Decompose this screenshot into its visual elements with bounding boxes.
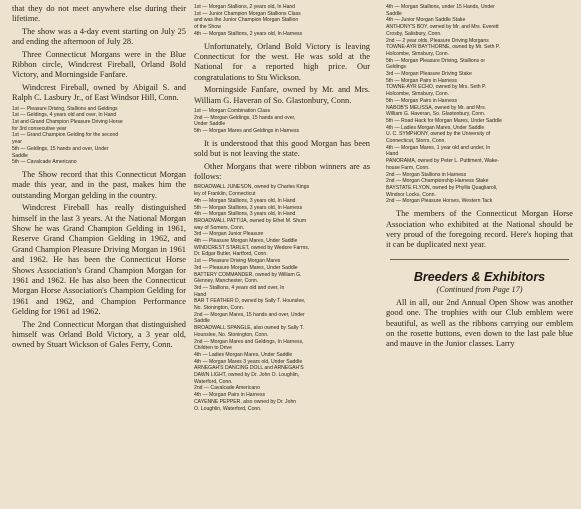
paragraph: Windcrest Fireball, owned by Abigail S. and Ralph C. Lasbury Jr., of East Windsor Hill, Conn. (12, 82, 186, 103)
section-divider (390, 259, 569, 260)
result-line: 4th — Morgan Stallions, 3 years old, In Hand (194, 197, 296, 204)
paragraph: Morningside Fanfare, owned by Mr. and Mrs. William G. Haveran of So. Glastonbury, Conn. (194, 85, 370, 105)
winners-list (194, 184, 370, 412)
result-line: TOWNE-AYR ECHO, owned by Mrs. Seth P. (386, 84, 487, 91)
paragraph: that they do not meet anywhere else during their lifetime. (12, 4, 186, 24)
result-line: 5th — Morgan Mares and Geldings in Harness (194, 128, 300, 135)
column-left (0, 0, 186, 509)
result-line: BROADWALL PATTIJA, owned by Ethel M. Shum (194, 217, 307, 224)
result-line: 1st — Morgan Combination Class (194, 107, 271, 114)
result-line: 3rd — Morgan Junior Pleasure (194, 231, 264, 238)
result-line: Hand (386, 151, 399, 158)
result-line: WINDCREST STARLET, owned by Wedore Farms, (194, 244, 310, 251)
result-line: 1st and Grand Champion Pleasure Driving Horse (12, 119, 123, 126)
result-line: for 3rd consecutive year (12, 125, 67, 132)
result-line: DAWN LIGHT, owned by Dr. John O. Loughlin, (194, 372, 300, 379)
result-line: 4th — Junior Morgan Saddle Stake (386, 17, 466, 24)
result-line: Hand (194, 291, 207, 298)
result-line: Waterford, Conn. (194, 378, 233, 385)
result-line: U. C. SYMPHONY, owned by the University of (386, 131, 491, 138)
result-line: 2nd — Morgan Stallions in Harness (386, 171, 467, 178)
result-line: 4th — Morgan Mares, 1 year old and under, In (386, 144, 491, 151)
result-line: BROADWALL JUNESON, owned by Charles Kings (194, 184, 310, 191)
result-line: O. Loughlin, Waterford, Conn. (194, 405, 262, 412)
result-line: way of Somers, Conn. (194, 224, 245, 231)
result-line: ANTHONY'S BOY, owned by Mr. and Mrs. Everett (386, 24, 499, 31)
result-line: No. Stonington, Conn. (194, 305, 245, 312)
result-line: ley of Franklin, Connecticut (194, 191, 256, 198)
result-line: and was the Junior Champion Morgan Stallion (194, 17, 299, 24)
result-line: 1st — Pleasure Driving, Stallions and Geldings (12, 105, 118, 112)
paragraph: Three Connecticut Morgans were in the Blue Ribbon circle, Windcrest Fireball, Orland Bold Victory, and Morningside Fanfare. (12, 49, 186, 80)
result-line: 4th — Morgan Stallions, 2 years old, In Harness (194, 30, 303, 37)
paragraph: Unfortunately, Orland Bold Victory is leaving Connecticut for the west. He was sold at the National for a reported high price. Our congratulations to Stu Wickson. (194, 41, 370, 82)
winners-list (386, 4, 573, 205)
paragraph: Other Morgans that were ribbon winners are as follows: (194, 161, 370, 181)
result-line: 1st — Grand Champion Gelding for the second (12, 132, 119, 139)
results-list (12, 106, 186, 166)
result-line: 4th — Ladies Morgan Mares, Under Saddle (386, 124, 485, 131)
column-middle (187, 0, 375, 509)
paragraph: The members of the Connecticut Morgan Horse Association who exhibited at the National should be very proud of the foregoing record. Here's hoping that it can be duplicated next year. (386, 209, 573, 250)
results-list (194, 108, 370, 135)
result-line: Holcombe, Simsbury, Conn. (386, 91, 450, 98)
paragraph: It is understood that this good Morgan has been sold but is not leaving the state. (194, 138, 370, 159)
result-line: Glenney, Manchester, Conn. (194, 278, 259, 285)
result-line: Windsor Locks, Conn. (386, 191, 436, 198)
result-line: 2nd — 2 year olds, Pleasure Driving Morgans (386, 37, 489, 44)
paragraph: Windcrest Fireball has really distinguished himself in the last 3 years. At the National Morgan Show he was Grand Champion Gelding in 1961, Reserve Grand Champion Gelding in 1962, and Grand Champion Pleasure Driving Morgan in 1961 and 1962. He has been the Connecticut Horse Shows Association's Grand Champion Morgan for 1961 and 1962. He has also been the Connecticut Morgan Horse Association's Champion Gelding for 1961 and 1962, and Champion Performance Gelding for 1961 ad 1962. (12, 203, 186, 317)
result-line: 5th — Morgan Pairs in Harness (386, 97, 458, 104)
results-list (194, 4, 370, 38)
result-line: BATTERY COMMANDER, owned by William G. (194, 271, 302, 278)
result-line: 2nd — Morgan Championship Harness Stake (386, 178, 489, 185)
result-line: 4th — Morgan Pairs in Harness (194, 392, 266, 399)
result-line: 1st — Pleasure Driving Morgan Mares (194, 258, 281, 265)
paragraph: All in all, our 2nd Annual Open Show was another good one. The trophies with our Club emblem were beautiful, as well as the ribbons carrying our emblem on the rosette buttons, even down to the last pale blue and mauve in the Junior classes. Larry (386, 297, 573, 349)
result-line: 3rd — Morgan Pleasure Driving Stake (386, 71, 472, 78)
result-line: Hounslee, No. Stonington, Conn. (194, 331, 269, 338)
result-line: William G. Haveran, So. Glastonbury, Conn. (386, 111, 486, 118)
result-line: BAR T FEATHER D, owned by Sally T. Hounslee, (194, 298, 306, 305)
result-line: 3rd — Pleasure Morgan Mares, Under Saddle (194, 264, 298, 271)
result-line: PANORAMA, owned by Peter L. Puttiment, Wake- (386, 158, 499, 165)
result-line: 4th — Pleasure Morgan Mares, Under Saddle (194, 238, 298, 245)
result-line: Holcombe, Simsbury, Conn. (386, 50, 450, 57)
result-line: 2nd — Morgan Pleasure Horses, Western Tack (386, 198, 493, 205)
result-line: 2nd — Morgan Mares and Geldings, In Harness, (194, 338, 304, 345)
result-line: 3rd — Stallions, 4 years old and over, In (194, 284, 285, 291)
result-line: Saddle (386, 10, 402, 17)
result-line: CAYENNE PEPPER, also owned by Dr. John (194, 398, 297, 405)
result-line: house Farm, Conn. (386, 164, 430, 171)
result-line: 1st — Geldings, 4 years old and over, In Hand (12, 112, 117, 119)
result-line: year (12, 139, 22, 146)
result-line: Dr. Edgar Butler, Hartford, Conn. (194, 251, 268, 258)
result-line: Children to Drive (194, 345, 232, 352)
paragraph: The Show record that this Connecticut Morgan made this year, and in the past, makes him the outstanding Morgan gelding in the country. (12, 169, 186, 200)
result-line: 4th — Morgan Stallions, under 15 Hands, Under (386, 4, 495, 10)
result-line: 1st — Morgan Stallions, 2 years old, In Hand (194, 4, 296, 10)
result-line: Saddle (194, 318, 210, 325)
result-line: 5th — Morgan Pleasure Driving, Stallions or (386, 57, 486, 64)
result-line: 2nd — Morgan Geldings, 15 hands and over, (194, 114, 296, 121)
result-line: Geldings (386, 64, 407, 71)
result-line: NABOB'S MELISSA, owned by Mr. and Mrs. (386, 104, 487, 111)
result-line: 2nd — Morgan Mares, 15 hands and over, Under (194, 311, 305, 318)
result-line: 5th — Geldings, 15 hands and over, Under (12, 145, 109, 152)
result-line: TOWNE-AYR BAYTHORNE, owned by Mr. Seth P. (386, 44, 500, 51)
result-line: 2nd — Cavalcade Americano (194, 385, 260, 392)
result-line: 5th — Road Hack for Morgan Mares, Under Saddle (386, 117, 502, 124)
result-line: Saddle (12, 152, 28, 159)
result-line: Connecticut, Storrs, Conn. (386, 138, 446, 145)
column-right (378, 0, 581, 509)
result-line: BROADWALL SPANGLE, also owned by Sally T. (194, 325, 304, 332)
result-line: 5th — Morgan Stallions, 3 years old, In Harness (194, 204, 303, 211)
result-line: 5th — Cavalcade Americano (12, 159, 77, 166)
paragraph: The show was a 4-day event starting on July 25 and ending the afternoon of July 28. (12, 26, 186, 47)
result-line: Crosby, Salisbury, Conn. (386, 30, 442, 37)
result-line: ARNEGAH'S DANCING DOLL and ARNEGAH'S (194, 365, 304, 372)
result-line: of the Show (194, 24, 221, 31)
result-line: 1st — Junior Champion Morgan Stallions Class (194, 10, 301, 17)
result-line: BAYSTATE FLYON, owned by Phyllis Quagliaroli, (386, 184, 498, 191)
section-heading: Breeders & Exhibitors (413, 269, 546, 284)
result-line: 4th — Morgan Stallions, 3 years old, In Hand (194, 211, 296, 218)
result-line: Under Saddle (194, 121, 226, 128)
result-line: 5th — Morgan Pairs in Harness (386, 77, 458, 84)
result-line: 4th — Ladies Morgan Mares, Under Saddle (194, 351, 293, 358)
paragraph: The 2nd Connecticut Morgan that distinguished himself was Orland Bold Victory, a 3 year old, owned by Stuart Wickson of Gales Ferry, Conn. (12, 319, 186, 350)
continued-note: (Continued from Page 17) (436, 284, 523, 294)
result-line: 4th — Morgan Mares 3 years old, Under Saddle (194, 358, 303, 365)
